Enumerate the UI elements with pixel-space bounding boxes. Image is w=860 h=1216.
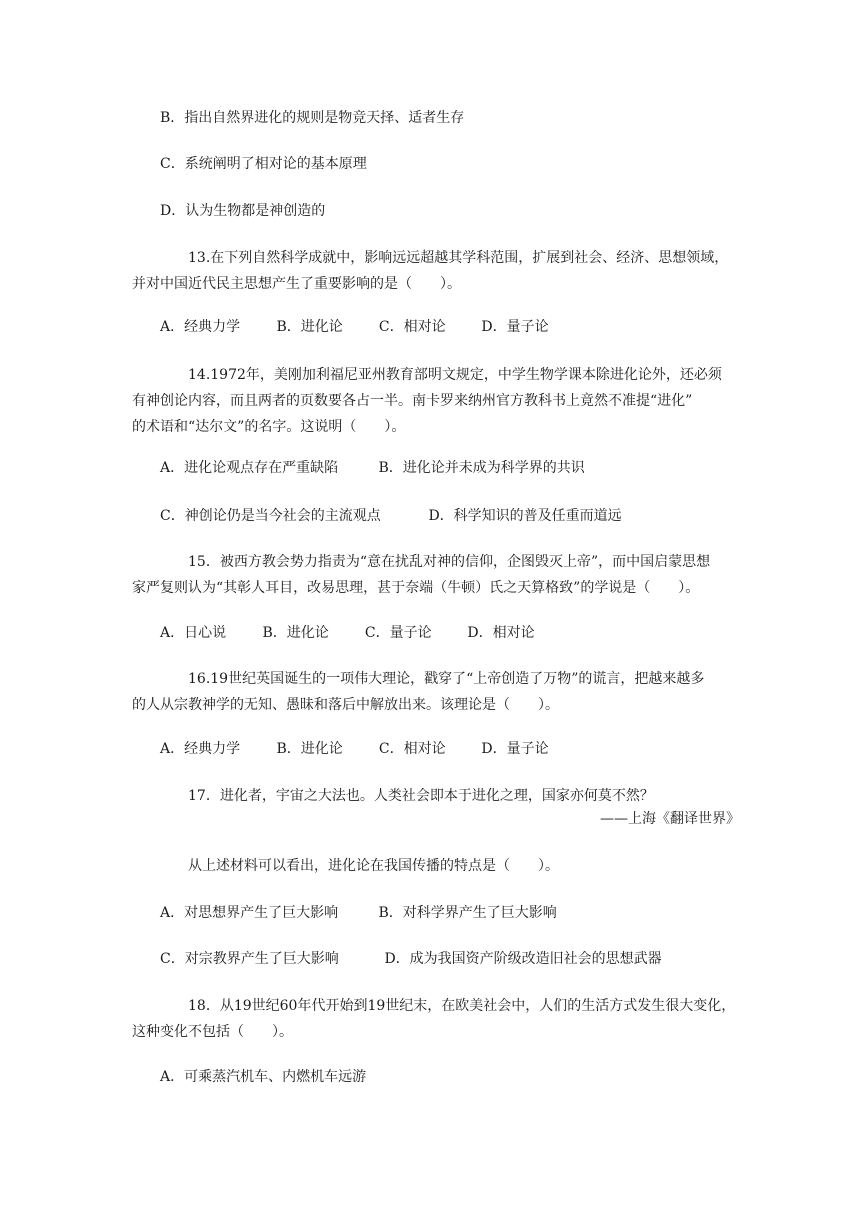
q17-option-b: B．对科学界产生了巨大影响 [378,905,557,921]
q13-options [160,314,549,340]
q15-stem [132,549,740,601]
q17-quote-line: 17．进化者，宇宙之大法也。人类社会即本于进化之理，国家亦何莫不然？ [188,788,654,804]
q13-option-d: D．量子论 [481,319,549,335]
q15-line-2: 家严复则认为“其彰人耳目，改易思理，甚于奈端（牛顿）氏之天算格致”的学说是（ ）。 [132,580,700,596]
q17-option-d: D．成为我国资产阶级改造旧社会的思想武器 [384,951,662,967]
q18-stem [132,993,740,1045]
q15-options [160,620,535,646]
q15-option-a: A．日心说 [160,625,227,641]
q14-option-c: C．神创论仍是当今社会的主流观点 [160,508,381,524]
q17-question [160,853,740,879]
q13-stem [132,245,740,297]
q18-line-1: 18．从19世纪60年代开始到19世纪末，在欧美社会中，人们的生活方式发生很大变化， [188,998,736,1014]
q16-line-1: 16.19世纪英国诞生的一项伟大理论，戳穿了“上帝创造了万物”的谎言，把越来越多 [188,671,705,687]
q16-option-d: D．量子论 [481,741,549,757]
q17-option-a: A．对思想界产生了巨大影响 [160,905,339,921]
q17-options-row-1 [160,900,557,926]
q17-options-row-2 [160,946,662,972]
q12-option-c: C．系统阐明了相对论的基本原理 [160,156,367,172]
q17-source: ——上海《翻译世界》 [600,811,740,827]
q14-stem [132,362,740,440]
q16-options [160,736,549,762]
q12-option-d: D．认为生物都是神创造的 [160,203,326,219]
q18-option-a: A．可乘蒸汽机车、内燃机车远游 [160,1069,367,1085]
q16-line-2: 的人从宗教神学的无知、愚昧和落后中解放出来。该理论是（ ）。 [132,697,559,713]
q15-option-b: B．进化论 [262,625,329,641]
q14-line-3: 的术语和“达尔文”的名字。这说明（ ）。 [132,419,406,435]
q14-options-row-1 [160,455,585,481]
q17-question-line: 从上述材料可以看出，进化论在我国传播的特点是（ ）。 [188,858,559,874]
q18-line-2: 这种变化不包括（ ）。 [132,1024,293,1040]
q16-option-a: A．经典力学 [160,741,241,757]
q14-line-1: 14.1972年，美刚加利福尼亚州教育部明文规定，中学生物学课本除进化论外，还必须 [188,367,722,383]
q16-stem [132,666,740,718]
q15-line-1: 15．被西方教会势力指责为“意在扰乱对神的信仰，企图毁灭上帝”，而中国启蒙思想 [188,554,711,570]
q13-option-c: C．相对论 [378,319,446,335]
q16-option-c: C．相对论 [378,741,446,757]
q13-option-b: B．进化论 [276,319,343,335]
q13-line-2: 并对中国近代民主思想产生了重要影响的是（ ）。 [132,276,461,292]
q16-option-b: B．进化论 [276,741,343,757]
q17-option-c: C．对宗教界产生了巨大影响 [160,951,339,967]
q14-option-d: D．科学知识的普及任重而道远 [428,508,622,524]
q12-option-b: B．指出自然界进化的规则是物竞天择、适者生存 [160,110,465,126]
q13-option-a: A．经典力学 [160,319,241,335]
q14-option-a: A．进化论观点存在严重缺陷 [160,460,339,476]
q14-option-b: B．进化论并未成为科学界的共识 [378,460,585,476]
q14-options-row-2 [160,503,622,529]
q15-option-d: D．相对论 [467,625,535,641]
q15-option-c: C．量子论 [364,625,432,641]
q14-line-2: 有神创论内容，而且两者的页数要各占一半。南卡罗来纳州官方教科书上竟然不准提“进化” [132,393,693,409]
q13-line-1: 13.在下列自然科学成就中，影响远远超越其学科范围，扩展到社会、经济、思想领域， [188,250,729,266]
